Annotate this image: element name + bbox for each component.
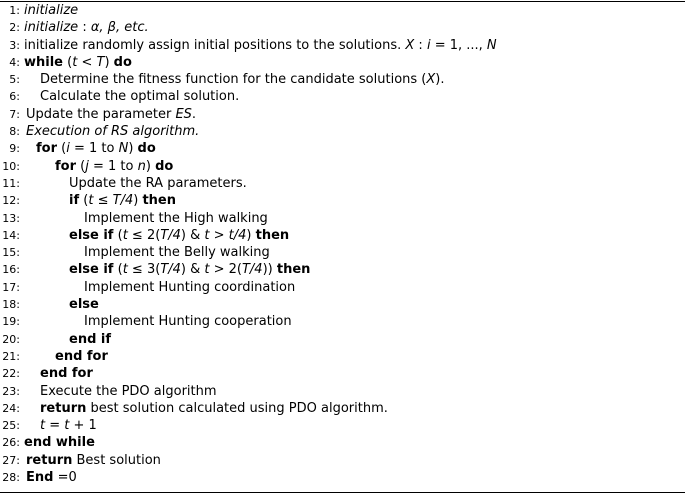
algorithm-line bbox=[0, 469, 685, 486]
algorithm-line bbox=[0, 88, 685, 105]
line-code bbox=[24, 434, 95, 451]
code-text: ≤ bbox=[93, 193, 113, 209]
line-code bbox=[84, 210, 268, 227]
code-text: = bbox=[45, 418, 65, 434]
keyword: then bbox=[276, 262, 311, 278]
keyword: else bbox=[69, 297, 99, 313]
algorithm-line bbox=[0, 140, 685, 157]
code-text: initialize randomly assign initial positions to the solutions. bbox=[24, 37, 406, 53]
line-number: 28: bbox=[2, 471, 20, 485]
code-text: Update the parameter bbox=[26, 106, 176, 122]
code-text: = 1 to bbox=[69, 141, 119, 157]
math-symbol: X bbox=[426, 72, 436, 88]
line-number: 20: bbox=[2, 332, 20, 346]
line-number: 11: bbox=[2, 176, 20, 190]
code-text: Implement the Belly walking bbox=[84, 245, 270, 261]
line-code bbox=[40, 365, 93, 382]
line-number: 27: bbox=[2, 453, 20, 467]
code-text: ) & bbox=[180, 227, 205, 243]
code-text: ) bbox=[128, 141, 138, 157]
code-text: ( bbox=[63, 54, 73, 70]
keyword: then bbox=[142, 193, 176, 209]
code-text: ( bbox=[57, 141, 67, 157]
math-symbol: T bbox=[96, 54, 105, 70]
algorithm-line bbox=[0, 313, 685, 330]
keyword: return bbox=[26, 452, 73, 468]
code-text: = 1 to bbox=[88, 158, 138, 174]
math-symbol: t bbox=[88, 193, 94, 209]
line-code bbox=[69, 175, 247, 192]
math-symbol: Execution of RS algorithm. bbox=[26, 124, 200, 140]
line-number: 22: bbox=[2, 367, 20, 381]
math-symbol: α, β, etc. bbox=[90, 20, 149, 36]
line-code bbox=[40, 400, 388, 417]
line-code bbox=[40, 417, 97, 434]
algorithm-line bbox=[0, 296, 685, 313]
algorithm-line bbox=[0, 227, 685, 244]
algorithm-listing bbox=[0, 2, 685, 486]
algorithm-line bbox=[0, 417, 685, 434]
line-number: 18: bbox=[2, 298, 20, 312]
keyword: do bbox=[137, 141, 156, 157]
bottom-rule bbox=[0, 492, 685, 493]
keyword: for bbox=[55, 158, 76, 174]
algorithm-line bbox=[0, 106, 685, 123]
code-text: Execute the PDO algorithm bbox=[40, 383, 217, 399]
math-symbol: t bbox=[204, 227, 210, 243]
keyword: do bbox=[155, 158, 174, 174]
line-code bbox=[69, 227, 289, 244]
algorithm-line bbox=[0, 261, 685, 278]
code-text: ( bbox=[113, 262, 123, 278]
line-number: 17: bbox=[2, 280, 20, 294]
keyword: end if bbox=[69, 331, 112, 347]
line-number: 1: bbox=[9, 4, 20, 17]
code-text: Implement the High walking bbox=[84, 210, 268, 226]
keyword: do bbox=[113, 54, 132, 70]
code-text: ) bbox=[133, 193, 143, 209]
line-number: 16: bbox=[2, 263, 20, 277]
algorithm-line bbox=[0, 54, 685, 71]
math-symbol: t bbox=[122, 227, 128, 243]
math-symbol: n bbox=[137, 158, 146, 174]
keyword: End bbox=[26, 470, 54, 486]
line-code bbox=[26, 469, 77, 486]
math-symbol: initialize bbox=[24, 20, 79, 36]
math-symbol: ES bbox=[175, 106, 192, 122]
keyword: if bbox=[69, 193, 80, 209]
line-number: 24: bbox=[2, 401, 20, 415]
math-symbol: t bbox=[72, 54, 78, 70]
code-text: > bbox=[209, 227, 229, 243]
code-text: ) bbox=[246, 227, 256, 243]
algorithm-line bbox=[0, 244, 685, 261]
algorithm-line bbox=[0, 348, 685, 365]
code-text: ). bbox=[435, 72, 445, 88]
math-symbol: t bbox=[204, 262, 210, 278]
line-number: 3: bbox=[9, 38, 20, 52]
keyword: then bbox=[255, 227, 290, 243]
line-code bbox=[26, 452, 161, 469]
line-number: 21: bbox=[2, 349, 20, 363]
algorithm-line bbox=[0, 2, 685, 19]
line-code bbox=[69, 192, 176, 209]
algorithm-line bbox=[0, 452, 685, 469]
algorithm-line bbox=[0, 331, 685, 348]
code-text: ) bbox=[145, 158, 156, 174]
algorithm-line bbox=[0, 19, 685, 36]
math-symbol: t/4 bbox=[228, 227, 247, 243]
keyword: end for bbox=[40, 366, 93, 382]
line-code bbox=[84, 313, 292, 330]
code-text: : bbox=[78, 20, 91, 36]
code-text: Implement Hunting cooperation bbox=[84, 314, 292, 330]
code-text: Best solution bbox=[72, 452, 161, 468]
code-text: Implement Hunting coordination bbox=[84, 279, 296, 295]
algorithm-line bbox=[0, 158, 685, 175]
algorithm-line bbox=[0, 37, 685, 54]
math-symbol: X bbox=[405, 37, 415, 53]
algorithm-line bbox=[0, 383, 685, 400]
math-symbol: N bbox=[118, 141, 129, 157]
algorithm-line bbox=[0, 210, 685, 227]
line-code bbox=[24, 2, 78, 19]
math-symbol: j bbox=[85, 158, 89, 174]
line-number: 15: bbox=[2, 246, 20, 260]
line-number: 26: bbox=[2, 436, 20, 450]
line-number: 12: bbox=[2, 194, 20, 208]
code-text: ( bbox=[113, 227, 123, 243]
line-number: 6: bbox=[9, 90, 20, 104]
algorithm-line bbox=[0, 192, 685, 209]
code-text: Update the RA parameters. bbox=[69, 175, 247, 191]
code-text: ≤ 3( bbox=[127, 262, 161, 278]
keyword: return bbox=[40, 400, 87, 416]
code-text: : bbox=[414, 37, 427, 53]
line-number: 23: bbox=[2, 384, 20, 398]
math-symbol: t bbox=[64, 418, 70, 434]
line-code bbox=[26, 123, 199, 140]
algorithm-line bbox=[0, 123, 685, 140]
math-symbol: initialize bbox=[24, 3, 79, 18]
math-symbol: T/4 bbox=[241, 262, 263, 278]
code-text: + 1 bbox=[69, 418, 97, 434]
keyword: else if bbox=[69, 227, 114, 243]
math-symbol: t bbox=[122, 262, 128, 278]
math-symbol: t bbox=[40, 418, 46, 434]
code-text: ) bbox=[104, 54, 114, 70]
code-text: . bbox=[191, 106, 197, 122]
code-text: < bbox=[77, 54, 97, 70]
line-number: 13: bbox=[2, 211, 20, 225]
line-code bbox=[40, 383, 217, 400]
keyword: else if bbox=[69, 262, 114, 278]
code-text: > 2( bbox=[209, 262, 242, 278]
line-code bbox=[55, 348, 108, 365]
math-symbol: i bbox=[66, 141, 70, 157]
line-code bbox=[36, 140, 156, 157]
code-text: ≤ 2( bbox=[127, 227, 161, 243]
code-text: )) bbox=[262, 262, 277, 278]
algorithm-line bbox=[0, 400, 685, 417]
code-text: Determine the fitness function for the candidate solutions ( bbox=[40, 72, 427, 88]
algorithm-line bbox=[0, 434, 685, 451]
line-code bbox=[69, 296, 99, 313]
keyword: for bbox=[36, 141, 57, 157]
line-number: 7: bbox=[9, 107, 20, 121]
line-code bbox=[55, 158, 173, 175]
line-number: 10: bbox=[2, 159, 20, 173]
algorithm-line bbox=[0, 279, 685, 296]
line-code bbox=[69, 261, 310, 278]
line-number: 25: bbox=[2, 419, 20, 433]
math-symbol: i bbox=[426, 37, 431, 53]
line-code bbox=[84, 279, 295, 296]
math-symbol: N bbox=[486, 37, 497, 53]
line-code bbox=[24, 37, 497, 54]
keyword: end while bbox=[24, 435, 95, 451]
algorithm-line bbox=[0, 365, 685, 382]
line-code bbox=[69, 331, 111, 348]
code-text: = 1, ..., bbox=[430, 37, 487, 53]
code-text: ) & bbox=[180, 262, 205, 278]
code-text: =0 bbox=[53, 470, 77, 486]
code-text: ( bbox=[79, 193, 89, 209]
line-number: 4: bbox=[9, 55, 20, 69]
code-text: ( bbox=[76, 158, 86, 174]
line-number: 2: bbox=[9, 21, 20, 35]
keyword: while bbox=[24, 54, 63, 70]
algorithm-line bbox=[0, 71, 685, 88]
line-number: 14: bbox=[2, 228, 20, 242]
line-number: 5: bbox=[9, 73, 20, 87]
math-symbol: T/4 bbox=[112, 193, 134, 209]
code-text: Calculate the optimal solution. bbox=[40, 89, 240, 105]
math-symbol: T/4 bbox=[160, 262, 181, 278]
line-number: 9: bbox=[9, 142, 20, 156]
algorithm-line bbox=[0, 175, 685, 192]
line-code bbox=[24, 54, 132, 71]
line-code bbox=[84, 244, 270, 261]
line-number: 8: bbox=[9, 125, 20, 139]
line-code bbox=[40, 88, 239, 105]
line-code bbox=[26, 106, 196, 123]
code-text: best solution calculated using PDO algorithm. bbox=[86, 400, 388, 416]
keyword: end for bbox=[55, 348, 108, 364]
line-code bbox=[24, 19, 149, 36]
line-code bbox=[40, 71, 445, 88]
math-symbol: T/4 bbox=[160, 227, 181, 243]
line-number: 19: bbox=[2, 315, 20, 329]
